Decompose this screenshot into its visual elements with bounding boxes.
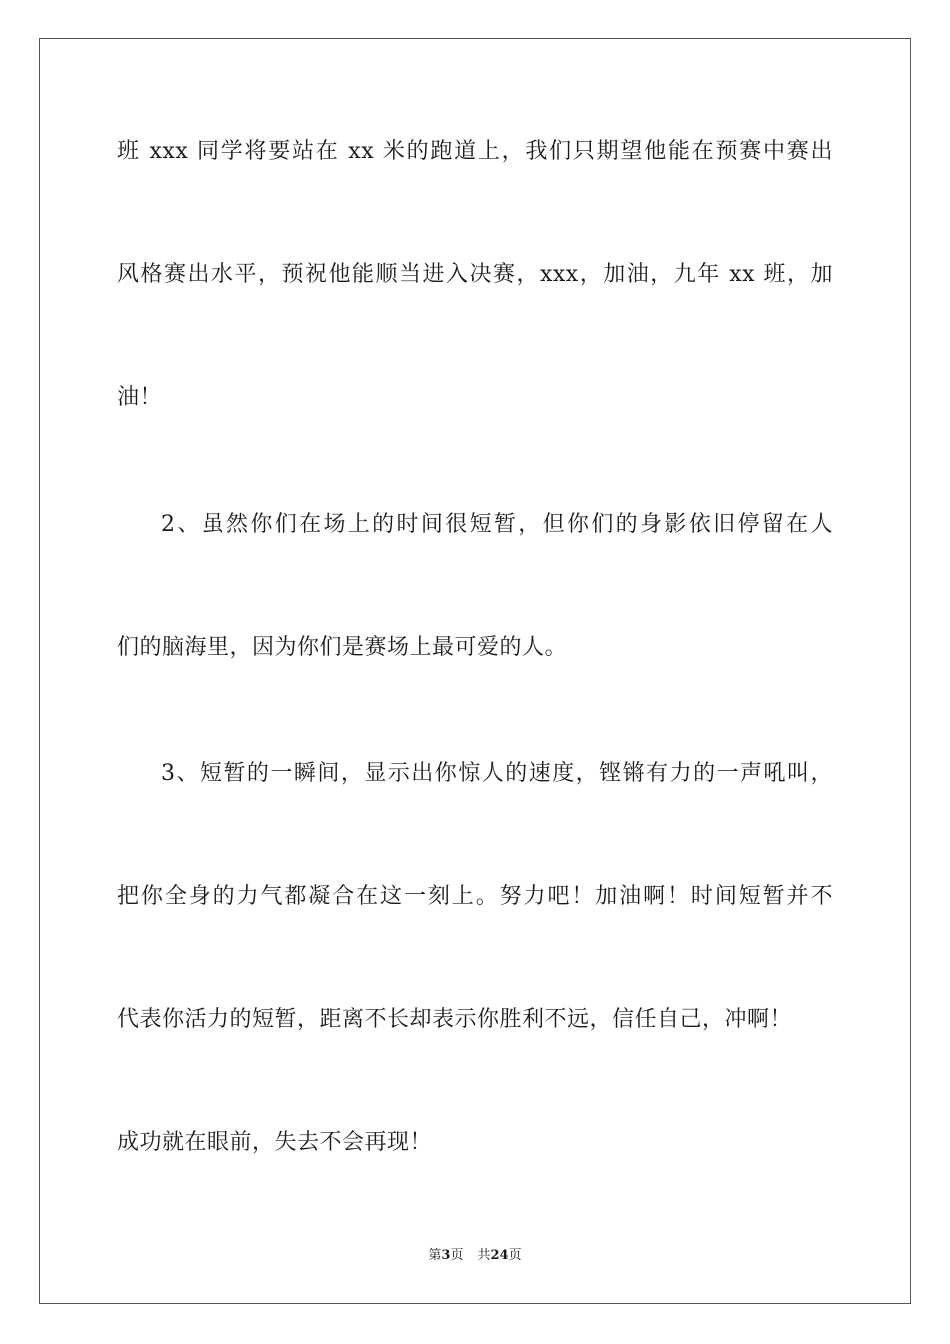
text-line-2: 风格赛出水平，预祝他能顺当进入决赛，xxx，加油，九年 xx 班，加 — [117, 262, 833, 287]
text-line-4: 2、虽然你们在场上的时间很短暂，但你们的身影依旧停留在人 — [161, 512, 833, 537]
text-line-5: 们的脑海里，因为你们是赛场上最可爱的人。 — [117, 635, 568, 660]
text-line-9: 成功就在眼前，失去不会再现！ — [117, 1130, 433, 1155]
footer-page-prefix: 第 — [428, 1248, 442, 1263]
footer-page-suffix: 页 — [450, 1248, 464, 1263]
text-line-6: 3、短暂的一瞬间，显示出你惊人的速度，铿锵有力的一声吼叫， — [161, 761, 833, 786]
text-line-3: 油！ — [117, 385, 163, 410]
footer-total-pages: 24 — [490, 1248, 509, 1263]
page-footer — [0, 1248, 950, 1264]
page-border — [39, 38, 911, 1304]
text-line-1: 班 xxx 同学将要站在 xx 米的跑道上，我们只期望他能在预赛中赛出 — [117, 139, 833, 164]
text-line-7: 把你全身的力气都凝合在这一刻上。努力吧！加油啊！时间短暂并不 — [117, 884, 833, 909]
footer-total-suffix: 页 — [508, 1248, 522, 1263]
text-line-8: 代表你活力的短暂，距离不长却表示你胜利不远，信任自己，冲啊！ — [117, 1007, 793, 1032]
footer-page-number: 3 — [441, 1248, 451, 1263]
footer-total-prefix: 共 — [477, 1248, 491, 1263]
